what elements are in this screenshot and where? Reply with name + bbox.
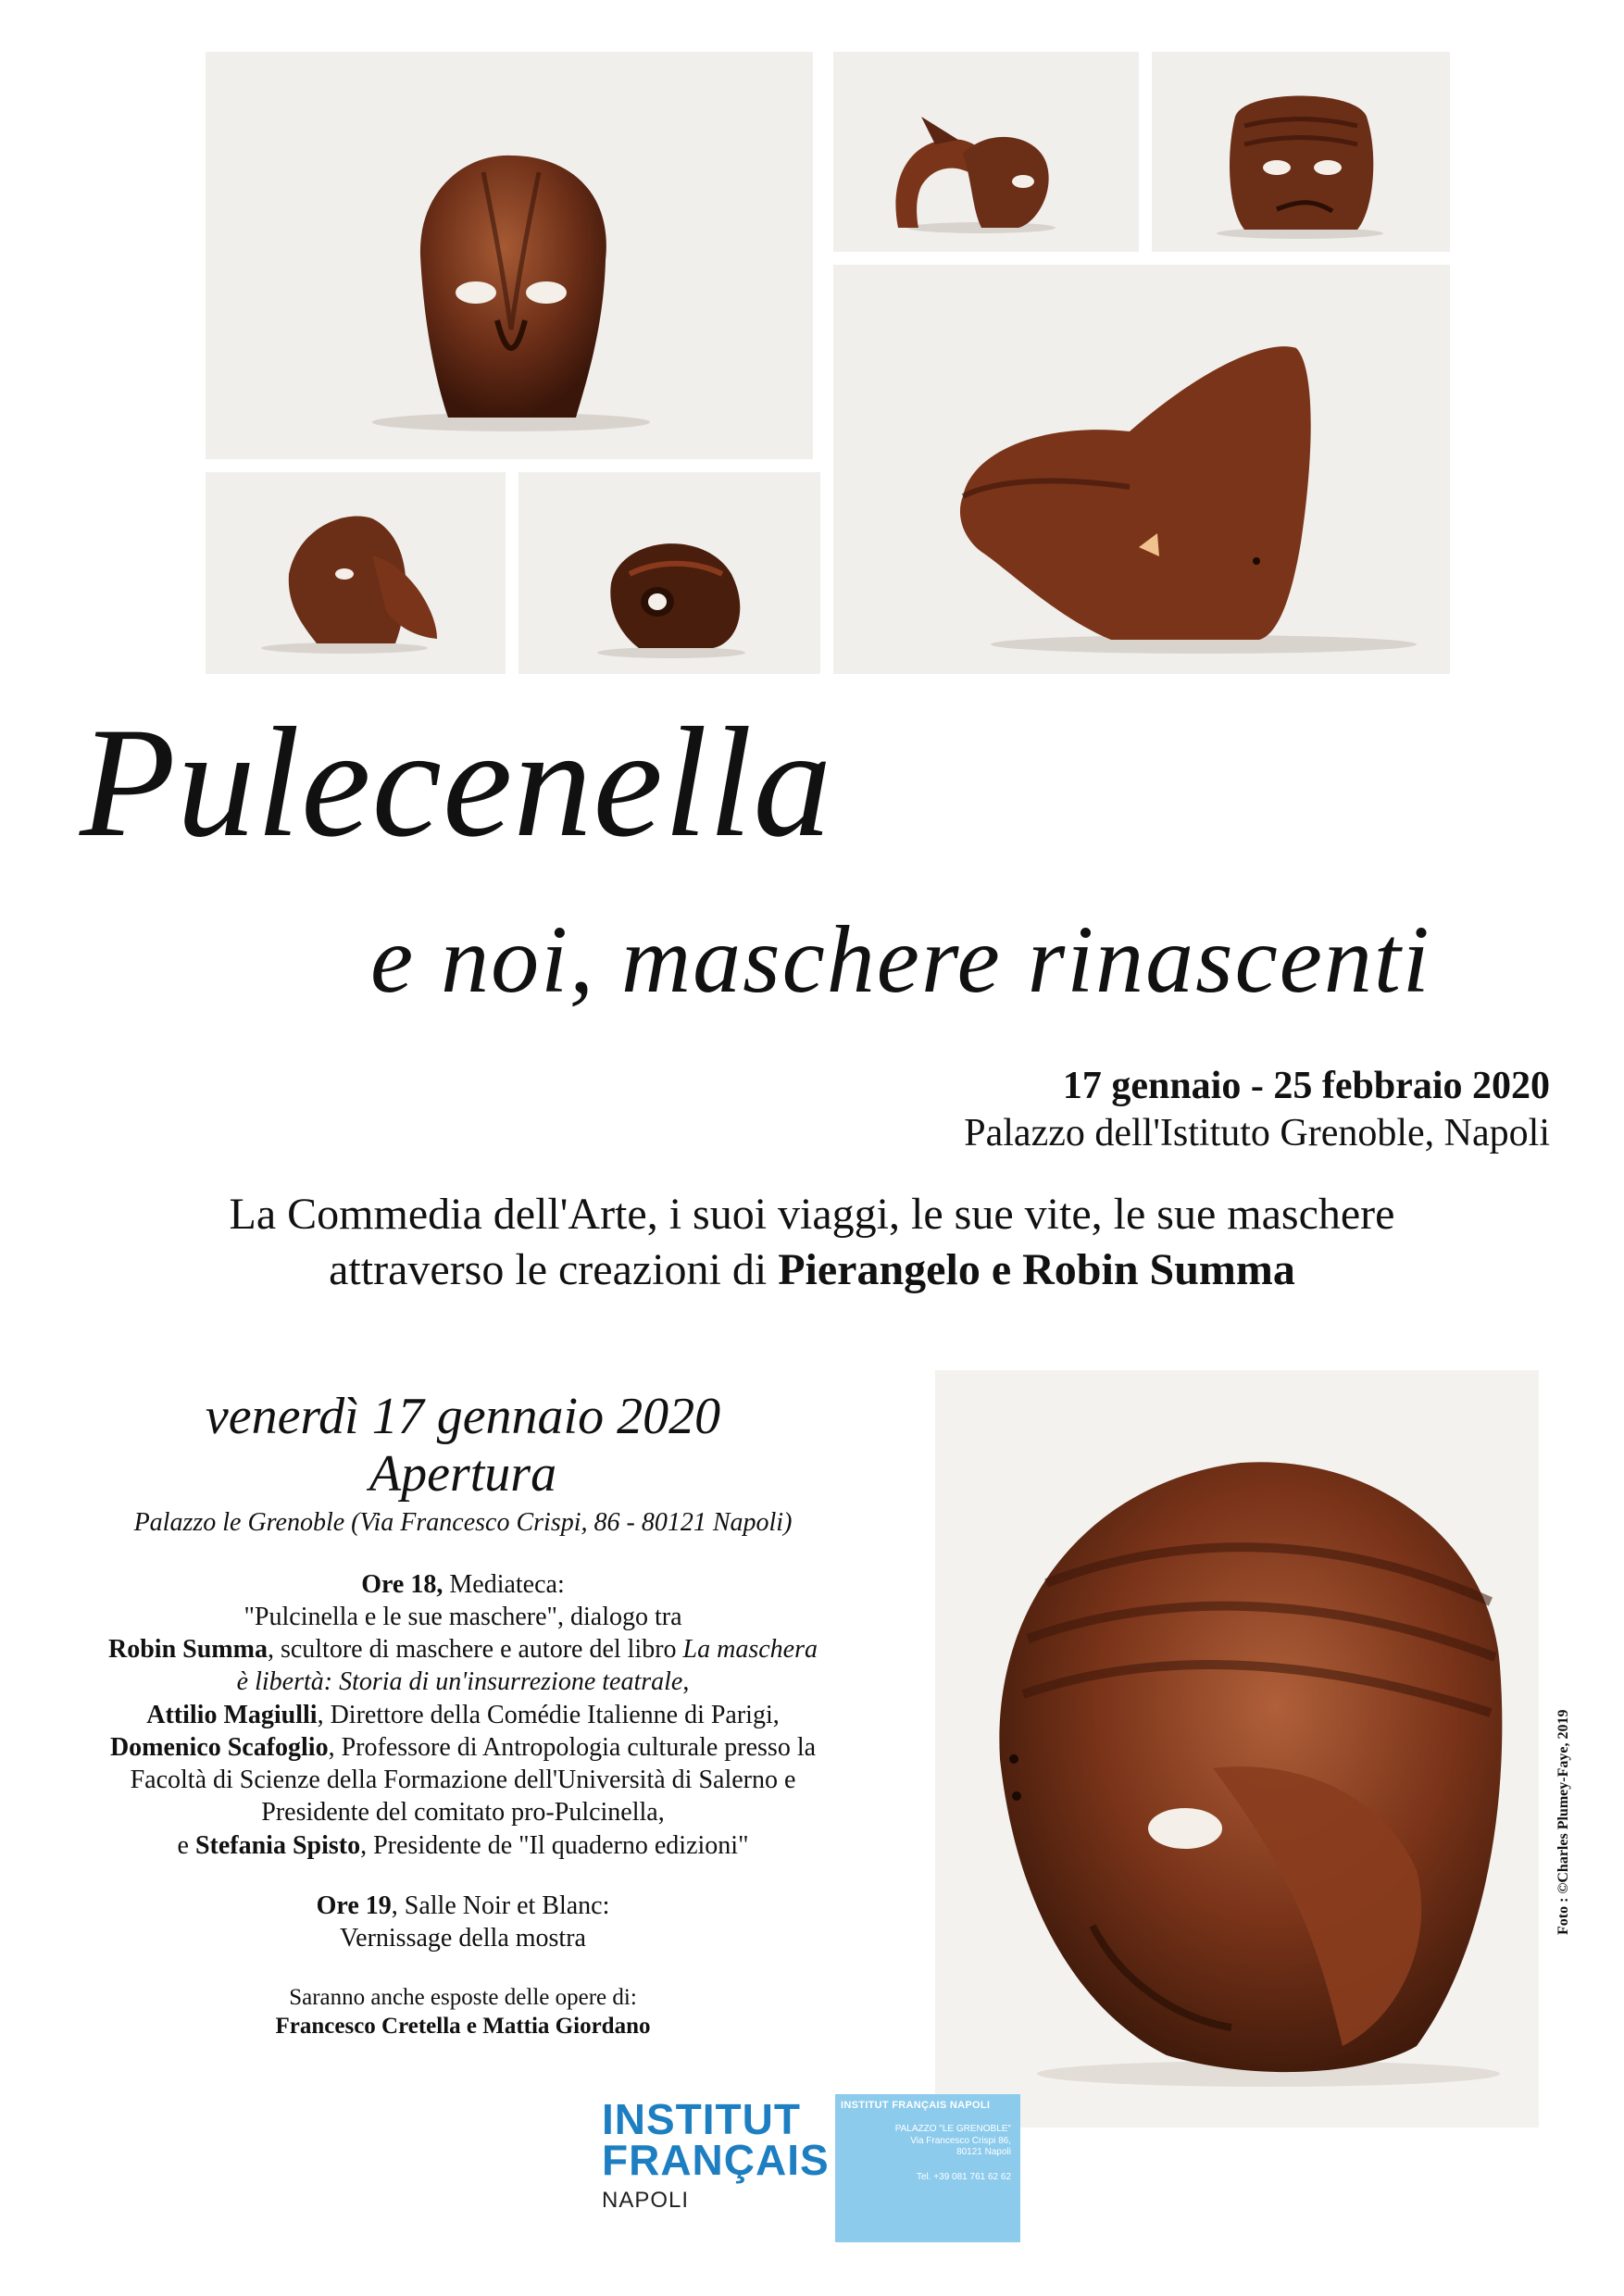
photo-mask-side-small bbox=[206, 472, 506, 674]
address-line1: PALAZZO "LE GRENOBLE" bbox=[894, 2124, 1011, 2134]
address-line3: 80121 Napoli bbox=[956, 2147, 1011, 2157]
vernissage-block bbox=[102, 1890, 824, 1955]
address-card-heading: INSTITUT FRANÇAIS NAPOLI bbox=[841, 2100, 991, 2111]
exhibition-venue: Palazzo dell'Istituto Grenoble, Napoli bbox=[964, 1112, 1550, 1155]
tagline bbox=[0, 1187, 1624, 1298]
talk-topic: "Pulcinella e le sue maschere", dialogo tra bbox=[244, 1602, 682, 1631]
opening-place: Palazzo le Grenoble (Via Francesco Crispi, 86 - 80121 Napoli) bbox=[133, 1508, 793, 1538]
page-title: Pulecenella bbox=[80, 695, 833, 869]
speaker-attilio-desc: , Direttore della Comédie Italienne di Parigi, bbox=[317, 1700, 780, 1729]
speaker-robin-desc: , scultore di maschere e autore del libro bbox=[267, 1635, 683, 1665]
logo-line1: INSTITUT bbox=[602, 2095, 801, 2143]
talk-block: Ore 18, Mediateca: "Pulcinella e le sue maschere", dialogo tra Robin Summa, scultore di maschere e autore del libro La maschera è libertà: Storia di un'insurrezione teatrale, Attilio Magiulli, Direttore della Comédie Italienne di Parigi, Domenico Scafoglio, Professore di Antropologia culturale presso la Facoltà di Scienze della Formazione dell'Università di Salerno e Presidente del comitato pro-Pulcinella, e Stefania Spisto, Presidente de "Il quaderno edizioni" bbox=[108, 1569, 818, 1860]
speaker-stefania-spisto: Stefania Spisto bbox=[194, 1830, 361, 1860]
book-title: La maschera è libertà: Storia di un'insurrezione teatrale bbox=[236, 1635, 818, 1697]
photo-mask-long-nose bbox=[833, 265, 1450, 674]
exhibition-dates: 17 gennaio - 25 febbraio 2020 bbox=[1062, 1065, 1550, 1107]
opening-title: Apertura bbox=[369, 1444, 557, 1503]
opening-event bbox=[102, 1389, 824, 2041]
vernissage-place: , Salle Noir et Blanc: bbox=[391, 1890, 610, 1920]
address-card-address bbox=[835, 2111, 1020, 2159]
photo-credit: Foto : ©Charles Plumey-Faye, 2019 bbox=[1555, 1709, 1571, 1935]
talk-intro: Mediateca: bbox=[443, 1569, 565, 1599]
also-exhibited-block bbox=[102, 1983, 824, 2041]
speaker-stefania-desc: , Presidente de "Il quaderno edizioni" bbox=[360, 1830, 749, 1860]
photo-mask-dark-small bbox=[518, 472, 820, 674]
tagline-artists: Pierangelo e Robin Summa bbox=[778, 1245, 1295, 1294]
tagline-prefix: attraverso le creazioni di bbox=[329, 1245, 779, 1294]
tagline-line1: La Commedia dell'Arte, i suoi viaggi, le sue vite, le sue maschere bbox=[229, 1190, 1395, 1239]
logo-line3: NAPOLI bbox=[602, 2188, 690, 2214]
opening-day: venerdì 17 gennaio 2020 bbox=[205, 1388, 721, 1445]
logo-line2: FRANÇAIS bbox=[602, 2135, 830, 2184]
institut-francais-logo bbox=[602, 2095, 830, 2214]
speaker-domenico-scafoglio: Domenico Scafoglio bbox=[109, 1732, 329, 1762]
photo-mask-wrinkled bbox=[1152, 52, 1450, 252]
address-card bbox=[835, 2094, 1020, 2242]
page-subtitle: e noi, maschere rinascenti bbox=[370, 906, 1431, 1013]
tagline-line2 bbox=[0, 1242, 1624, 1298]
photo-mask-horned bbox=[833, 52, 1139, 252]
speaker-attilio-magiulli: Attilio Magiulli bbox=[146, 1700, 318, 1729]
also-artists: Francesco Cretella e Mattia Giordano bbox=[275, 2014, 651, 2039]
exhibition-info bbox=[964, 1063, 1550, 1158]
photo-mask-large-front bbox=[206, 52, 813, 459]
vernissage-desc: Vernissage della mostra bbox=[340, 1924, 586, 1953]
address-line2: Via Francesco Crispi 86, bbox=[910, 2135, 1011, 2146]
photo-mask-pulcinella-hero bbox=[935, 1370, 1539, 2128]
speaker-domenico-desc: , Professore di Antropologia culturale presso la Facoltà di Scienze della Formazione dell'Università di Salerno e Presidente del comitato pro-Pulcinella, bbox=[130, 1732, 817, 1828]
vernissage-time: Ore 19 bbox=[316, 1890, 392, 1920]
address-phone: Tel. +39 081 761 62 62 bbox=[916, 2171, 1011, 2182]
and-word: e bbox=[177, 1830, 195, 1860]
also-intro: Saranno anche esposte delle opere di: bbox=[289, 1984, 637, 2010]
talk-time: Ore 18, bbox=[361, 1569, 443, 1599]
speaker-robin-summa: Robin Summa bbox=[108, 1635, 268, 1665]
